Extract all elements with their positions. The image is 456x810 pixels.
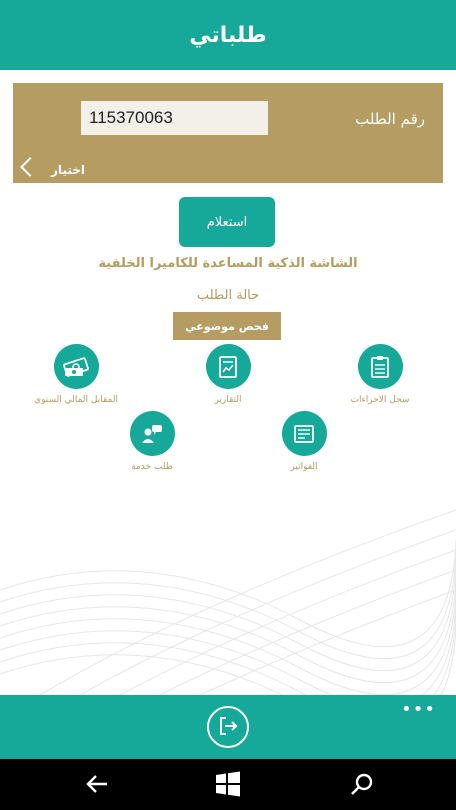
app-bar [0,695,456,759]
order-number-label: رقم الطلب [355,110,425,128]
procedures-log-label: سجل الاجراءات [350,395,410,405]
clipboard-icon [358,344,403,389]
money-icon [54,344,99,389]
order-description: الشاشة الذكية المساعدة للكاميرا الخلفية [98,256,358,271]
background-waves [0,480,456,695]
system-nav-bar [0,759,456,810]
search-icon[interactable] [349,771,375,797]
inquiry-button[interactable]: استعلام [179,197,275,247]
chat-user-icon [130,411,175,456]
annual-fee-label: المقابل المالي السنوي [34,395,118,405]
invoice-icon [282,411,327,456]
status-badge: فحص موضوعي [173,312,281,340]
chevron-left-icon[interactable] [20,157,40,177]
page-title: طلباتي [189,22,267,48]
service-request-label: طلب خدمة [131,462,173,472]
procedures-log-button[interactable] [315,344,445,405]
status-title: حالة الطلب [196,288,260,303]
order-panel [13,83,443,183]
order-number-input[interactable] [81,101,268,135]
more-button[interactable]: ••• [401,699,436,720]
reports-label: التقارير [214,395,242,405]
logout-button[interactable] [207,706,249,748]
back-arrow-icon[interactable] [84,771,110,797]
annual-fee-button[interactable] [11,344,141,405]
logout-icon [217,715,239,740]
reports-button[interactable] [163,344,293,405]
choose-link[interactable]: اختيار [51,163,85,177]
app-header [0,0,456,70]
invoices-button[interactable] [239,411,369,472]
service-request-button[interactable] [87,411,217,472]
report-icon [206,344,251,389]
invoices-label: الفواتير [290,462,318,472]
windows-start-icon[interactable] [215,771,241,797]
